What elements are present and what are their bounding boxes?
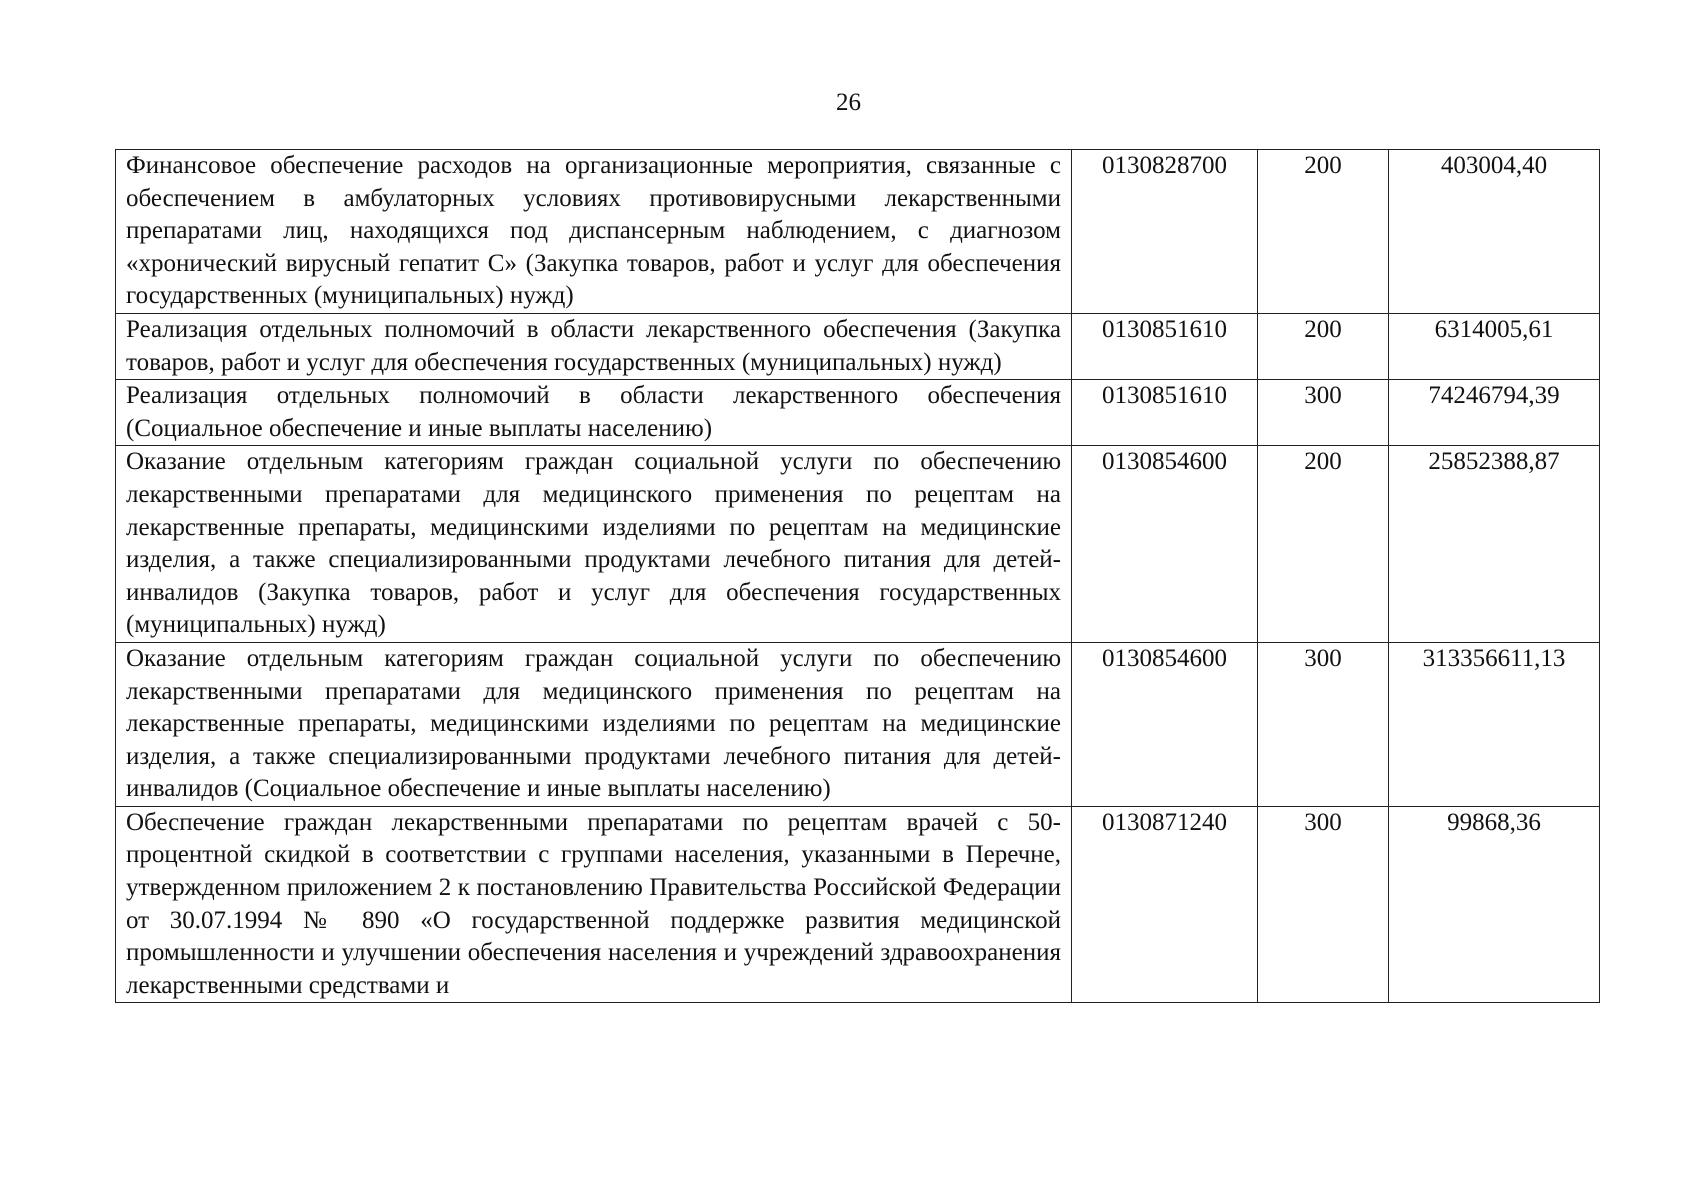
- table-row: [116, 806, 1600, 1003]
- row-amount: 25852388,87: [1389, 446, 1600, 643]
- row-description: Обеспечение граждан лекарственными препаратами по рецептам врачей с 50-процентной скидкой в соответствии с группами населения, указанными в Перечне, утвержденном приложением 2 к постановлению Правительства Российской Федерации от 30.07.1994 № 890 «О государственной поддержке развития медицинской промышленности и улучшении обеспечения населения и учреждений здравоохранения лекарственными средствами и: [116, 806, 1072, 1003]
- budget-table: [115, 149, 1600, 1003]
- row-description: Оказание отдельным категориям граждан социальной услуги по обеспечению лекарственными препаратами для медицинского применения по рецептам на лекарственные препараты, медицинскими изделиями по рецептам на медицинские изделия, а также специализированными продуктами лечебного питания для детей-инвалидов (Социальное обеспечение и иные выплаты населению): [116, 642, 1072, 806]
- table-row: [116, 642, 1600, 806]
- row-amount: 6314005,61: [1389, 313, 1600, 379]
- row-target-code: 0130851610: [1072, 380, 1258, 446]
- row-target-code: 0130871240: [1072, 806, 1258, 1003]
- table-row: [116, 380, 1600, 446]
- row-expense-type: 300: [1258, 642, 1389, 806]
- page-number: 26: [836, 89, 861, 116]
- row-target-code: 0130828700: [1072, 150, 1258, 314]
- row-expense-type: 300: [1258, 806, 1389, 1003]
- row-target-code: 0130854600: [1072, 642, 1258, 806]
- row-expense-type: 300: [1258, 380, 1389, 446]
- row-description: Оказание отдельным категориям граждан социальной услуги по обеспечению лекарственными препаратами для медицинского применения по рецептам на лекарственные препараты, медицинскими изделиями по рецептам на медицинские изделия, а также специализированными продуктами лечебного питания для детей-инвалидов (Закупка товаров, работ и услуг для обеспечения государственных (муниципальных) нужд): [116, 446, 1072, 643]
- table-row: [116, 150, 1600, 314]
- table-row: [116, 446, 1600, 643]
- row-target-code: 0130851610: [1072, 313, 1258, 379]
- row-description: Финансовое обеспечение расходов на организационные мероприятия, связанные с обеспечением в амбулаторных условиях противовирусными лекарственными препаратами лиц, находящихся под диспансерным наблюдением, с диагнозом «хронический вирусный гепатит С» (Закупка товаров, работ и услуг для обеспечения государственных (муниципальных) нужд): [116, 150, 1072, 314]
- table-row: [116, 313, 1600, 379]
- row-description: Реализация отдельных полномочий в области лекарственного обеспечения (Закупка товаров, работ и услуг для обеспечения государственных (муниципальных) нужд): [116, 313, 1072, 379]
- row-amount: 403004,40: [1389, 150, 1600, 314]
- row-target-code: 0130854600: [1072, 446, 1258, 643]
- row-amount: 313356611,13: [1389, 642, 1600, 806]
- row-expense-type: 200: [1258, 446, 1389, 643]
- row-expense-type: 200: [1258, 150, 1389, 314]
- row-expense-type: 200: [1258, 313, 1389, 379]
- row-amount: 99868,36: [1389, 806, 1600, 1003]
- row-amount: 74246794,39: [1389, 380, 1600, 446]
- row-description: Реализация отдельных полномочий в области лекарственного обеспечения (Социальное обеспечение и иные выплаты населению): [116, 380, 1072, 446]
